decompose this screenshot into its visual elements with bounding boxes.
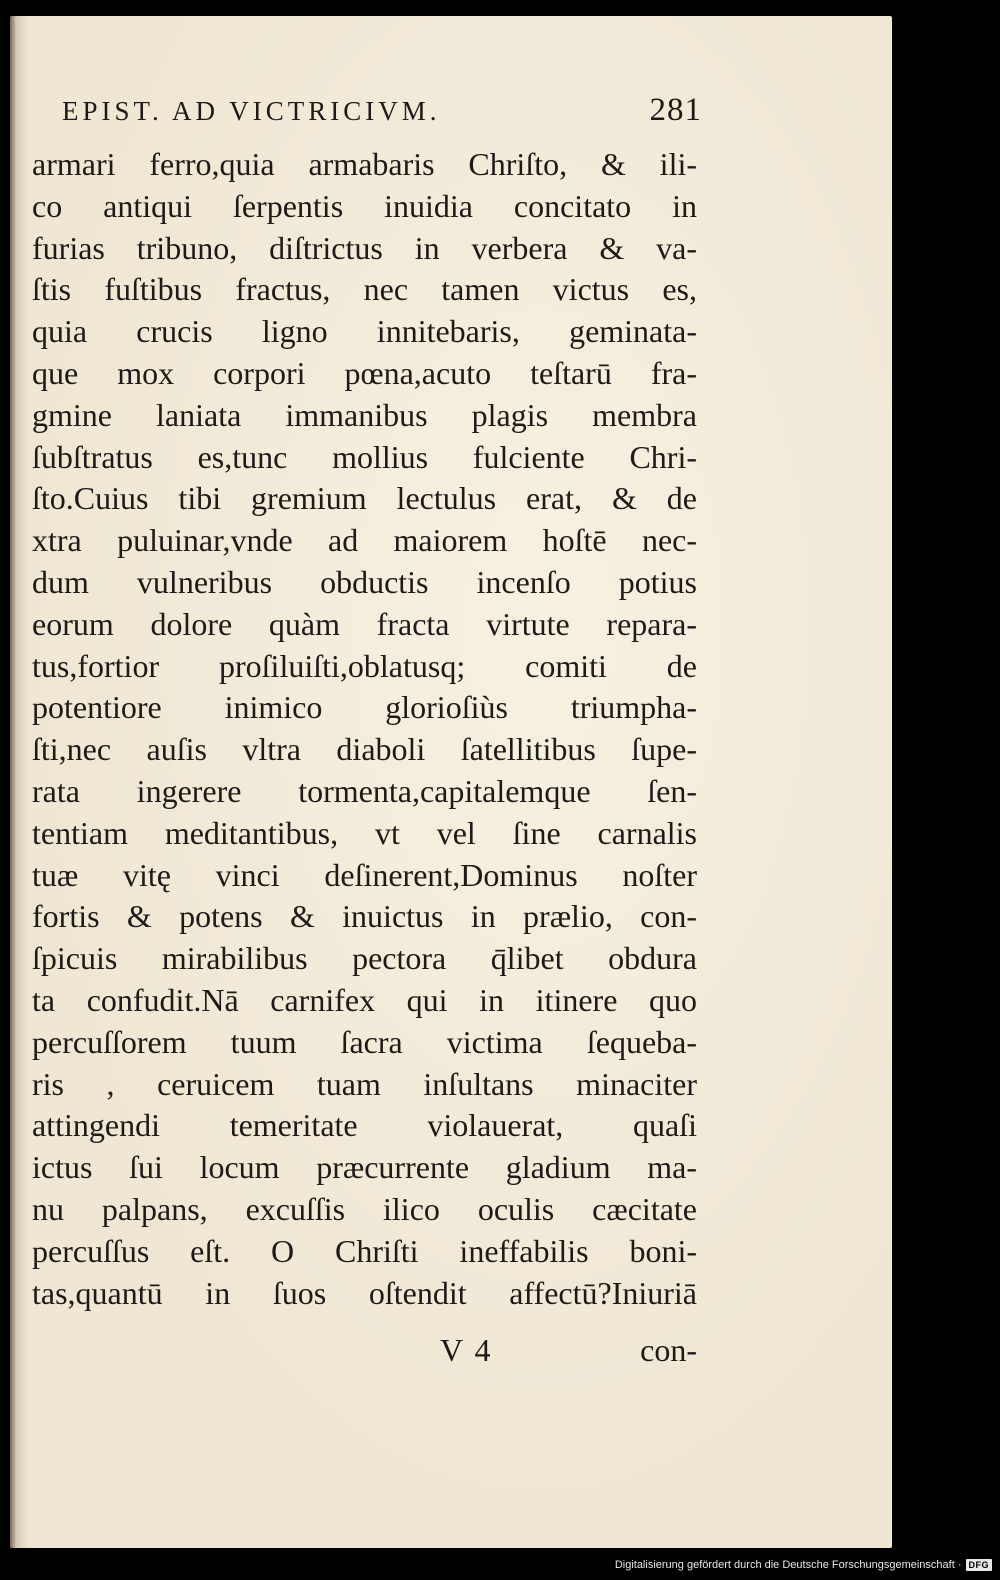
text-line: furias tribuno, diſtrictus in verbera & va- (32, 229, 697, 266)
text-line: tuæ vitę vinci deſinerent,Dominus noſter (32, 856, 697, 893)
catchline (32, 1332, 697, 1376)
running-head (62, 92, 702, 136)
text-line: xtra puluinar,vnde ad maiorem hoſtē nec- (32, 522, 697, 559)
text-line: ris , ceruicem tuam inſultans minaciter (32, 1065, 697, 1102)
text-line: gmine laniata immanibus plagis membra (32, 396, 697, 433)
text-line: ſti,nec auſis vltra diaboli ſatellitibus ſupe- (32, 731, 697, 768)
text-line: ictus ſui locum præcurrente gladium ma- (32, 1149, 697, 1186)
signature-mark: V 4 (440, 1332, 493, 1368)
running-head-title: EPIST. AD VICTRICIVM. (62, 96, 441, 126)
text-line: dum vulneribus obductis incenſo potius (32, 563, 697, 600)
page-number: 281 (649, 92, 702, 128)
text-block (32, 144, 697, 1314)
digitization-credit (615, 1556, 992, 1574)
text-line: tus,fortior proſiluiſti,oblatusq; comiti de (32, 647, 697, 684)
text-line: percuſſorem tuum ſacra victima ſequeba- (32, 1023, 697, 1060)
text-line: rata ingerere tormenta,capitalemque ſen- (32, 772, 697, 809)
text-line: ta confudit.Nā carnifex qui in itinere quo (32, 981, 697, 1018)
text-line: fortis & potens & inuictus in prælio, con- (32, 898, 697, 935)
text-line: tentiam meditantibus, vt vel ſine carnalis (32, 814, 697, 851)
text-line: ſubſtratus es,tunc mollius fulciente Chri- (32, 438, 697, 475)
text-line: potentiore inimico glorioſiùs triumpha- (32, 689, 697, 726)
text-line: ſtis fuſtibus fractus, nec tamen victus es, (32, 271, 697, 308)
text-line: eorum dolore quàm fracta virtute repara- (32, 605, 697, 642)
book-page (10, 16, 892, 1548)
text-line: que mox corpori pœna,acuto teſtarū fra- (32, 354, 697, 391)
text-line: quia crucis ligno innitebaris, geminata- (32, 313, 697, 350)
credit-text: Digitalisierung gefördert durch die Deutsche Forschungsgemeinschaft · (614, 1559, 962, 1571)
text-line: ſto.Cuius tibi gremium lectulus erat, & de (32, 480, 697, 517)
text-line: armari ferro,quia armabaris Chriſto, & ili- (32, 146, 697, 182)
text-line: nu palpans, excuſſis ilico oculis cæcitate (32, 1190, 697, 1227)
text-line: ſpicuis mirabilibus pectora q̄libet obdura (32, 940, 697, 977)
text-line: tas,quantū in ſuos oſtendit affectū?Iniuriā (32, 1274, 697, 1311)
text-line: co antiqui ſerpentis inuidia concitato in (32, 187, 697, 224)
gutter-shadow (10, 16, 16, 1548)
text-line: attingendi temeritate violauerat, quaſi (32, 1107, 697, 1144)
catchword: con- (640, 1332, 697, 1368)
dfg-logo: DFG (966, 1559, 993, 1571)
text-line: percuſſus eſt. O Chriſti ineffabilis boni- (32, 1232, 697, 1269)
